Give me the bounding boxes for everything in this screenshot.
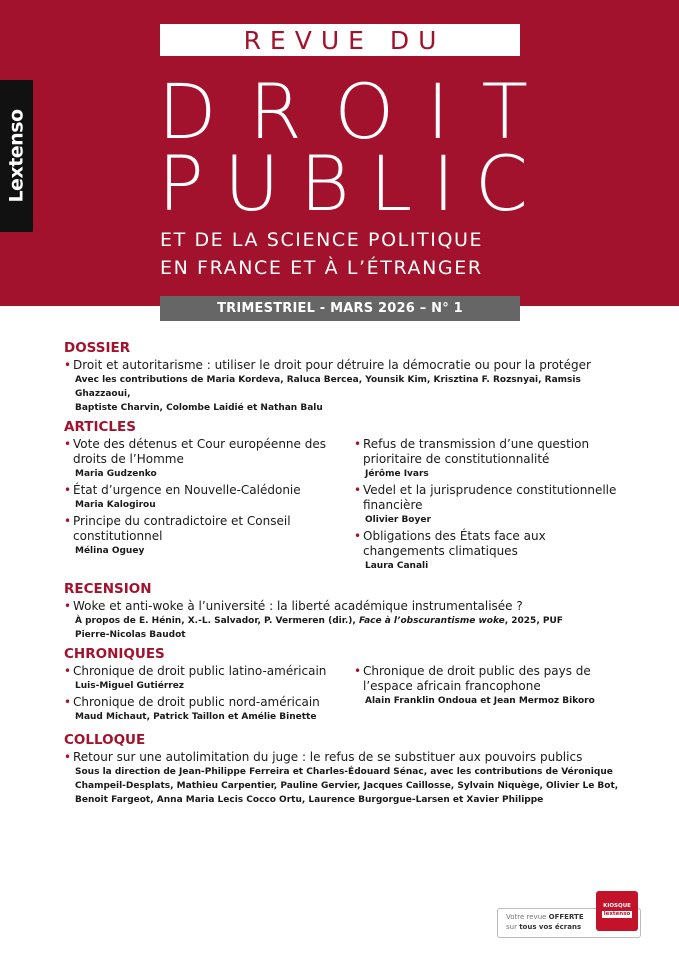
promo-line1-a: Votre revue [506, 913, 549, 921]
publisher-logo [0, 80, 33, 232]
issue-text: TRIMESTRIEL - MARS 2026 – N° 1 [217, 301, 463, 316]
section-heading-chroniques: CHRONIQUES [64, 646, 165, 662]
article-author: Laura Canali [365, 561, 429, 571]
colloque-authors [64, 765, 624, 807]
promo-line1-b: OFFERTE [548, 913, 584, 921]
title-letter: B [299, 139, 350, 228]
chronique-author: Alain Franklin Ondoua et Jean Mermoz Bikoro [365, 696, 595, 706]
section-heading-recension: RECENSION [64, 581, 152, 597]
chronique-title: • Chronique de droit public nord-américain [64, 695, 339, 710]
article-title: • Obligations des États face aux changements climatiques [354, 529, 624, 559]
article-author: Jérôme Ivars [365, 469, 429, 479]
title-letter: I [426, 67, 450, 156]
promo-line2-a: sur [506, 923, 520, 931]
subtitle-line-1: ET DE LA SCIENCE POLITIQUE [160, 229, 484, 251]
article-author: Maria Gudzenko [75, 469, 157, 479]
badge-label: KIOSQUE [603, 903, 631, 909]
authors-line: Benoit Fargeot, Anna Maria Lecis Cocco Ortu, Laurence Burgorgue-Larsen et Xavier Philippe [75, 795, 544, 805]
issue-bar [160, 296, 520, 321]
article-author: Mélina Oguey [75, 546, 145, 556]
chronique-author: Maud Michaut, Patrick Taillon et Amélie Binette [75, 712, 317, 722]
dossier-title: • Droit et autoritarisme : utiliser le droit pour détruire la démocratie ou pour la protéger [64, 358, 624, 373]
title-letter: R [249, 67, 302, 156]
badge-brand: lextenso [603, 911, 631, 917]
authors-line: Baptiste Charvin, Colombe Laidié et Nathan Balu [75, 403, 323, 413]
chroniques-left-column [64, 664, 339, 726]
colloque-title: • Retour sur une autolimitation du juge : le refus de se substituer aux pouvoirs publics [64, 750, 624, 765]
chroniques-columns [64, 664, 624, 726]
recension-author: Pierre-Nicolas Baudot [75, 630, 186, 640]
citation-book-title: Face à l’obscurantisme woke [358, 616, 505, 626]
title-letter: P [158, 139, 204, 228]
chroniques-right-column [354, 664, 624, 726]
title-letter: L [369, 139, 413, 228]
kicker-box [160, 24, 520, 56]
authors-line: Sous la direction de Jean-Philippe Ferreira et Charles-Édouard Sénac, avec les contributions de Véronique [75, 767, 613, 777]
citation-prefix: À propos de E. Hénin, X.-L. Salvador, P. Vermeren (dir.), [75, 616, 359, 626]
authors-line: Champeil-Desplats, Mathieu Carpentier, Pauline Gervier, Jacques Caillosse, Sylvain Niquège, Olivier Le Bot, [75, 781, 619, 791]
recension-reference [64, 614, 624, 642]
publisher-name: Lextenso [5, 109, 28, 203]
kiosque-promo-text [506, 912, 584, 932]
section-heading-dossier: DOSSIER [64, 340, 131, 356]
article-title: • État d’urgence en Nouvelle-Calédonie [64, 483, 339, 498]
recension-title: • Woke et anti-woke à l’université : la liberté académique instrumentalisée ? [64, 599, 624, 614]
subtitle-line-2: EN FRANCE ET À L’ÉTRANGER [160, 257, 483, 279]
chronique-title: • Chronique de droit public des pays de l’espace africain francophone [354, 664, 624, 694]
article-author: Maria Kalogirou [75, 500, 156, 510]
title-letter: T [481, 67, 528, 156]
dossier-authors [64, 373, 624, 415]
citation-suffix: , 2025, PUF [504, 616, 563, 626]
chronique-title: • Chronique de droit public latino-américain [64, 664, 339, 679]
chronique-author: Luis-Miguel Gutiérrez [75, 681, 185, 691]
title-letter: I [432, 139, 455, 228]
section-heading-articles: ARTICLES [64, 419, 136, 435]
recension-citation [75, 614, 624, 628]
table-of-contents [64, 340, 624, 809]
section-heading-colloque: COLLOQUE [64, 732, 146, 748]
title-letter: D [158, 67, 217, 156]
kicker-text: REVUE DU [243, 25, 446, 55]
title-letter: O [334, 67, 395, 156]
title-letter: C [474, 139, 528, 228]
article-title: • Principe du contradictoire et Conseil constitutionnel [64, 514, 339, 544]
article-title: • Vedel et la jurisprudence constitutionnelle financière [354, 483, 624, 513]
title-letter: U [224, 139, 280, 228]
authors-line: Avec les contributions de Maria Kordeva, Raluca Bercea, Younsik Kim, Krisztina F. Rozsnyai, Ramsis Ghazzaoui, [75, 375, 581, 399]
article-title: • Refus de transmission d’une question prioritaire de constitutionnalité [354, 437, 624, 467]
article-title: • Vote des détenus et Cour européenne des droits de l’Homme [64, 437, 339, 467]
articles-right-column [354, 437, 624, 575]
articles-left-column [64, 437, 339, 575]
kiosque-badge-icon[interactable] [596, 891, 638, 931]
title-line-2 [158, 139, 528, 228]
promo-line2-b: tous vos écrans [519, 923, 582, 931]
article-author: Olivier Boyer [365, 515, 431, 525]
articles-columns [64, 437, 624, 575]
